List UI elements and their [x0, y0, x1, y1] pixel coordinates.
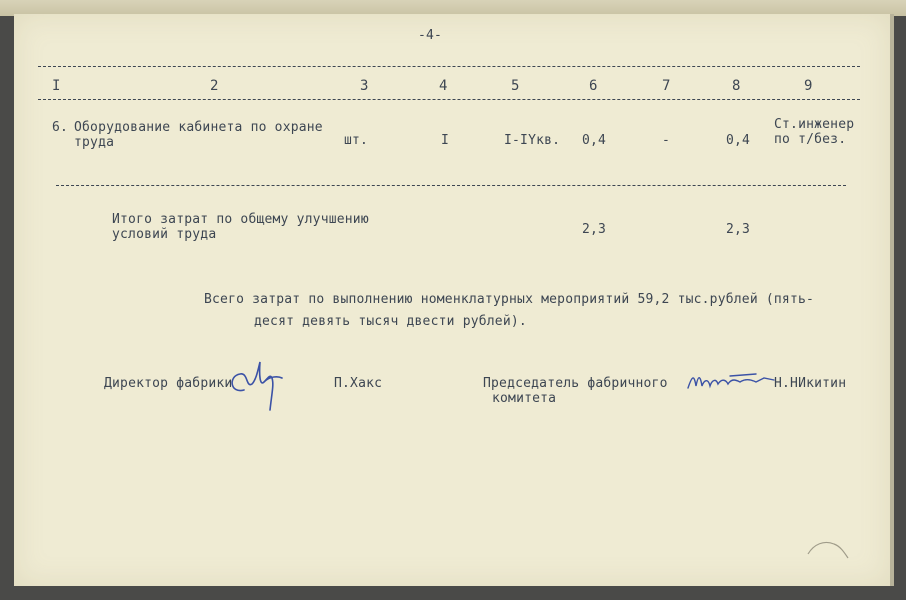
column-header-7: 7 — [662, 78, 671, 94]
row-responsible-line2: по т/без. — [774, 132, 847, 147]
total-col8-value: 2,3 — [726, 222, 751, 237]
column-header-1: I — [52, 78, 61, 94]
director-title: Директор фабрики — [104, 376, 233, 391]
row-term: I-IYкв. — [504, 133, 561, 148]
row-responsible-line1: Ст.инженер — [774, 117, 855, 132]
total-label-line1: Итого затрат по общему улучшению — [112, 212, 369, 227]
page-right-edge — [890, 14, 894, 586]
document-page — [14, 14, 890, 586]
total-col6-value: 2,3 — [582, 222, 607, 237]
row-col7-value: - — [662, 133, 671, 148]
chair-name: Н.НИкитин — [774, 376, 847, 391]
column-header-5: 5 — [511, 78, 520, 94]
total-label-line2: условий труда — [112, 227, 217, 242]
row-number: 6. — [52, 120, 69, 135]
column-header-2: 2 — [210, 78, 219, 94]
director-name: П.Хакс — [334, 376, 383, 391]
row-quantity: I — [441, 133, 450, 148]
summary-line1: Всего затрат по выполнению номенклатурных мероприятий 59,2 тыс.рублей (пять- — [204, 292, 815, 307]
director-signature — [226, 354, 288, 414]
chair-title-line1: Председатель фабричного — [483, 376, 668, 391]
column-header-6: 6 — [589, 78, 598, 94]
column-header-9: 9 — [804, 78, 813, 94]
column-header-3: 3 — [360, 78, 369, 94]
row-col8-value: 0,4 — [726, 133, 751, 148]
header-rule-top — [38, 66, 860, 67]
column-header-8: 8 — [732, 78, 741, 94]
summary-line2: десят девять тысяч двести рублей). — [254, 314, 527, 329]
row-description-line1: Оборудование кабинета по охране — [74, 120, 323, 135]
section-rule — [56, 185, 846, 186]
row-unit: шт. — [344, 133, 369, 148]
row-col6-value: 0,4 — [582, 133, 607, 148]
header-rule-bottom — [38, 99, 860, 100]
row-description-line2: труда — [74, 135, 115, 150]
column-header-4: 4 — [439, 78, 448, 94]
pencil-mark — [804, 534, 854, 564]
chair-title-line2: комитета — [492, 391, 557, 406]
chair-signature — [686, 366, 776, 396]
page-number: -4- — [418, 28, 443, 43]
